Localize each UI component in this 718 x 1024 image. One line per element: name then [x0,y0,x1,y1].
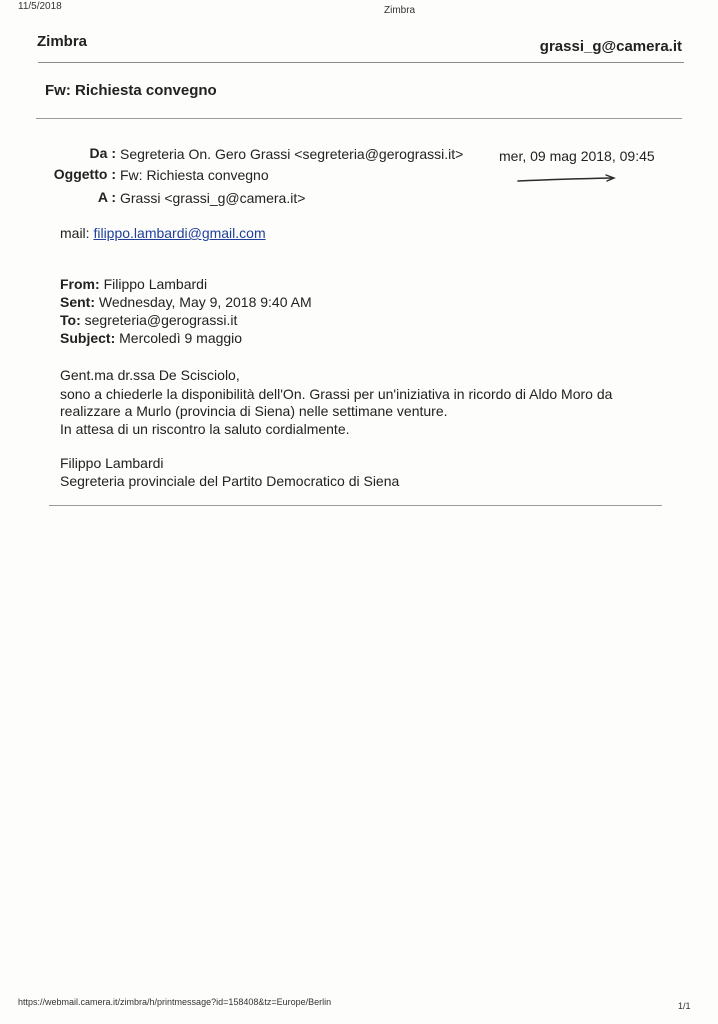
title-divider [36,118,682,119]
fwd-subject [60,330,242,346]
body-line-1: sono a chiederle la disponibilità dell'On. Grassi per un'iniziativa in ricordo di Aldo Moro da [60,386,613,402]
fwd-from-value: Filippo Lambardi [103,276,208,292]
body-line-2: realizzare a Murlo (provincia di Siena) nelle settimane venture. [60,403,448,419]
body-greeting: Gent.ma dr.ssa De Scisciolo, [60,367,240,383]
fwd-to-label: To: [60,312,81,328]
fwd-sent-value: Wednesday, May 9, 2018 9:40 AM [98,294,312,310]
print-title: Zimbra [384,5,416,16]
from-value: Segreteria On. Gero Grassi <segreteria@gerograssi.it> [120,146,464,162]
footer-page-number: 1/1 [678,1001,691,1011]
footer-url: https://webmail.camera.it/zimbra/h/printmessage?id=158408&tz=Europe/Berlin [18,997,332,1007]
to-value: Grassi <grassi_g@camera.it> [120,190,306,206]
fwd-sent [60,294,312,310]
account-email: grassi_g@camera.it [539,38,682,55]
body-line-3: In attesa di un riscontro la saluto cordialmente. [60,421,350,437]
message-end-divider [49,505,662,506]
mail-line [60,225,266,241]
mail-link[interactable]: filippo.lambardi@gmail.com [93,225,266,241]
subject-label: Oggetto : [53,166,116,182]
subject-value: Fw: Richiesta convegno [120,167,269,183]
app-name: Zimbra [37,33,88,50]
to-label: A : [97,189,116,205]
fwd-subject-value: Mercoledì 9 maggio [119,330,243,346]
signature-org: Segreteria provinciale del Partito Democratico di Siena [60,473,400,489]
fwd-from-label: From: [60,276,100,292]
fwd-to-value: segreteria@gerograssi.it [84,312,238,328]
mail-label: mail: [60,225,90,241]
message-title: Fw: Richiesta convegno [45,82,217,99]
header-divider [38,62,684,63]
from-label: Da : [89,145,116,161]
fwd-sent-label: Sent: [60,294,95,310]
print-date: 11/5/2018 [18,1,62,12]
fwd-subject-label: Subject: [60,330,116,346]
pen-underline-mark [516,172,618,186]
fwd-from [60,276,207,292]
fwd-to [60,312,237,328]
signature-name: Filippo Lambardi [60,455,164,471]
message-date: mer, 09 mag 2018, 09:45 [499,148,655,164]
